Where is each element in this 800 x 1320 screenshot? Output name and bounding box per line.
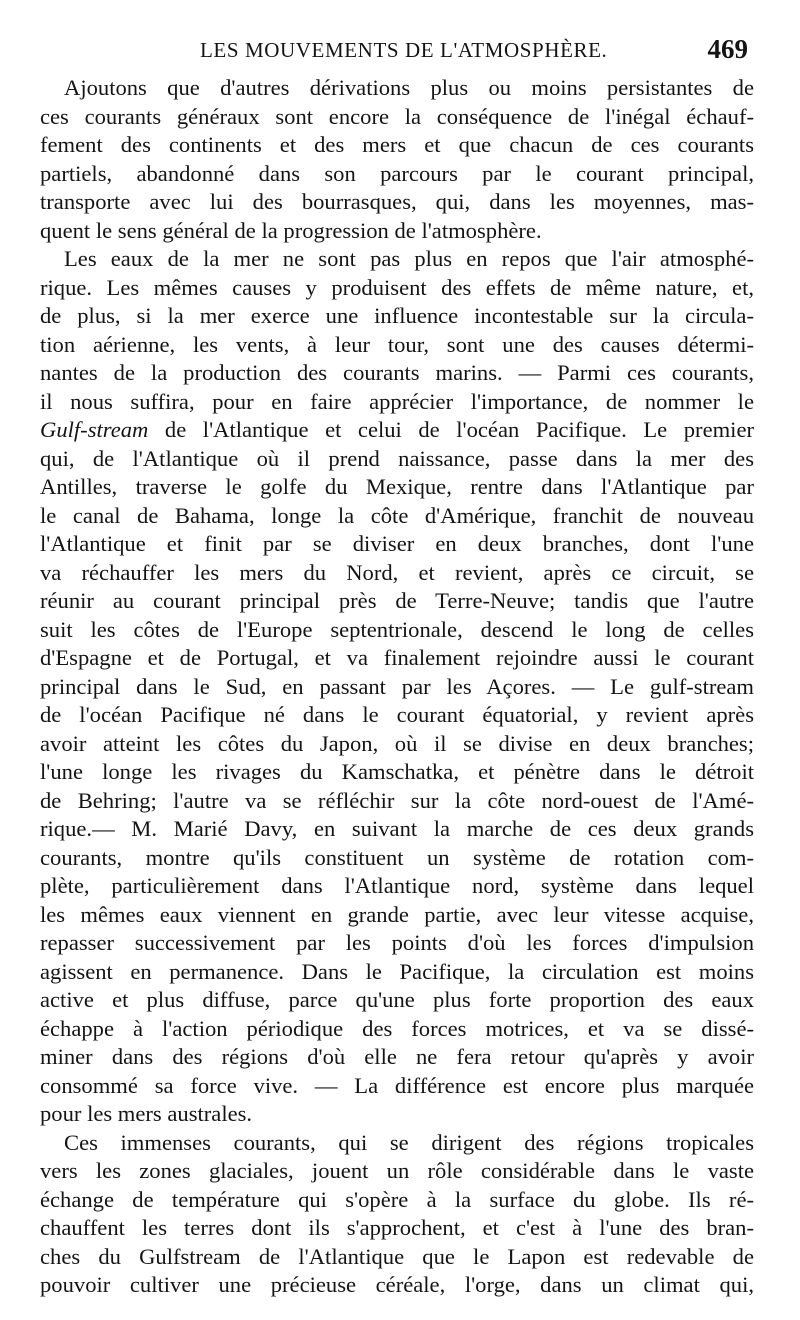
text-line: consommé sa force vive. — La différence est encore plus marquée xyxy=(40,1072,754,1098)
text-line: suit les côtes de l'Europe septentrionale, descend le long de celles xyxy=(40,616,754,642)
text-line: chauffent les terres dont ils s'approchent, et c'est à l'une des bran- xyxy=(40,1215,754,1240)
text-line: pouvoir cultiver une précieuse céréale, l'orge, dans un climat qui, xyxy=(40,1272,754,1297)
text-line: rique.— M. Marié Davy, en suivant la marche de ces deux grands xyxy=(40,816,754,841)
text-line: qui, de l'Atlantique où il prend naissance, passe dans la mer des xyxy=(40,445,754,471)
text-line: tion aérienne, les vents, à leur tour, sont une des causes détermi- xyxy=(40,331,754,357)
text-line: miner dans des régions d'où elle ne fera retour qu'après y avoir xyxy=(40,1044,754,1069)
text-line: Les eaux de la mer ne sont pas plus en repos que l'air atmosphé- xyxy=(64,246,754,271)
text-line: les mêmes eaux viennent en grande partie, avec leur vitesse acquise, xyxy=(40,901,754,927)
paragraph xyxy=(40,245,754,1129)
text-line: l'une longe les rivages du Kamschatka, et pénètre dans le détroit xyxy=(40,759,754,784)
text-line: ches du Gulfstream de l'Atlantique que le Lapon est redevable de xyxy=(40,1243,754,1269)
running-title: LES MOUVEMENTS DE L'ATMOSPHÈRE. xyxy=(200,38,608,62)
text-line: principal dans le Sud, en passant par les Açores. — Le gulf-stream xyxy=(40,673,754,699)
text-line: échappe à l'action périodique des forces motrices, et va se dissé- xyxy=(40,1015,754,1041)
text-line: vers les zones glaciales, jouent un rôle considérable dans le vaste xyxy=(40,1158,754,1183)
text-line: l'Atlantique et finit par se diviser en deux branches, dont l'une xyxy=(40,531,754,556)
text-line: échange de température qui s'opère à la surface du globe. Ils ré- xyxy=(40,1186,754,1212)
paragraph xyxy=(40,74,754,245)
text-line: quent le sens général de la progression de l'atmosphère. xyxy=(40,217,542,243)
text-line: de plus, si la mer exerce une influence incontestable sur la circula- xyxy=(40,303,754,328)
text-line: va réchauffer les mers du Nord, et revient, après ce circuit, se xyxy=(40,559,754,585)
text-line xyxy=(40,416,754,445)
text-line: repasser successivement par les points d'où les forces d'impulsion xyxy=(40,930,754,955)
text-line: ces courants généraux sont encore la conséquence de l'inégal échauf- xyxy=(40,103,754,129)
text-line: partiels, abandonné dans son parcours par le courant principal, xyxy=(40,160,754,186)
body-text xyxy=(40,74,754,1300)
text-line: Ces immenses courants, qui se dirigent des régions tropicales xyxy=(64,1129,754,1155)
text-line: d'Espagne et de Portugal, et va finalement rejoindre aussi le courant xyxy=(40,645,754,670)
text-line: le canal de Bahama, longe la côte d'Amérique, franchit de nouveau xyxy=(40,502,754,528)
text-line: plète, particulièrement dans l'Atlantique nord, système dans lequel xyxy=(40,873,754,898)
page-number: 469 xyxy=(707,34,748,64)
text-line: active et plus diffuse, parce qu'une plus forte proportion des eaux xyxy=(40,987,754,1012)
text-line: agissent en permanence. Dans le Pacifique, la circulation est moins xyxy=(40,958,754,984)
text-fragment: de l'Atlantique et celui de l'océan Pacifique. Le premier xyxy=(148,417,754,442)
text-line: Ajoutons que d'autres dérivations plus ou moins persistantes de xyxy=(64,75,754,100)
text-line: pour les mers australes. xyxy=(40,1101,253,1126)
text-line: transporte avec lui des bourrasques, qui, dans les moyennes, mas- xyxy=(40,189,754,214)
text-line: Antilles, traverse le golfe du Mexique, rentre dans l'Atlantique par xyxy=(40,474,754,499)
italic-term: Gulf-stream xyxy=(40,417,149,442)
text-line: de Behring; l'autre va se réfléchir sur la côte nord-ouest de l'Amé- xyxy=(40,787,754,813)
text-line: fement des continents et des mers et que chacun de ces courants xyxy=(40,132,754,157)
text-line: réunir au courant principal près de Terre-Neuve; tandis que l'autre xyxy=(40,588,754,613)
text-line: de l'océan Pacifique né dans le courant équatorial, y revient après xyxy=(40,702,754,727)
text-line: rique. Les mêmes causes y produisent des effets de même nature, et, xyxy=(40,274,754,300)
page-header xyxy=(40,34,754,74)
paragraph xyxy=(40,1129,754,1300)
text-line: courants, montre qu'ils constituent un système de rotation com- xyxy=(40,844,754,870)
text-line: il nous suffira, pour en faire apprécier l'importance, de nommer le xyxy=(40,388,754,414)
text-line: nantes de la production des courants marins. — Parmi ces courants, xyxy=(40,360,754,385)
text-line: avoir atteint les côtes du Japon, où il se divise en deux branches; xyxy=(40,730,754,756)
